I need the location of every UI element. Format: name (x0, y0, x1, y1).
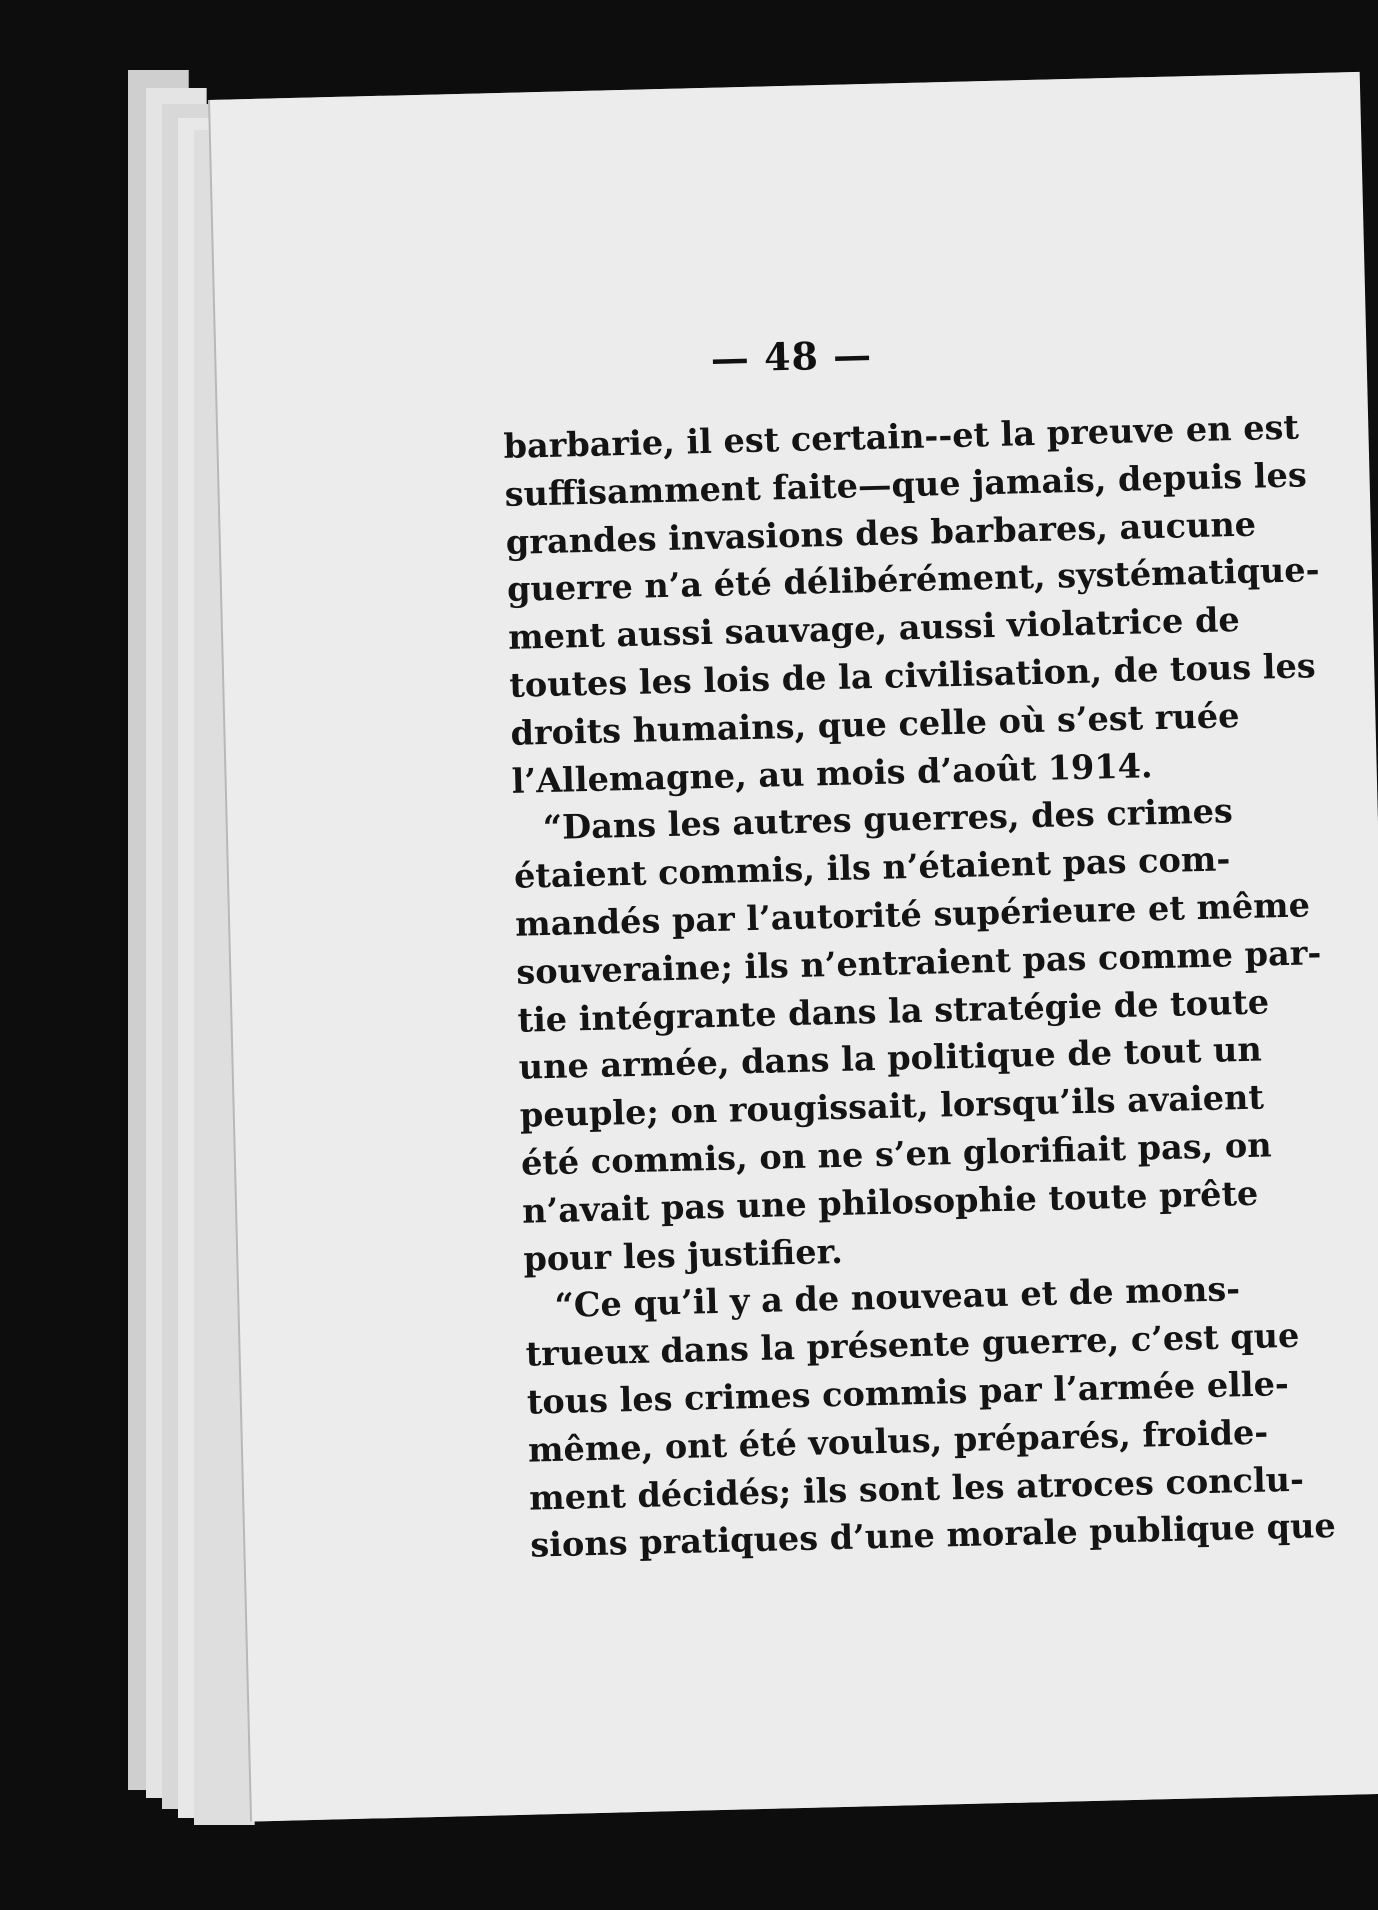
text-line: même, ont été voulus, préparés, froide- (527, 1412, 1269, 1470)
text-line: barbarie, il est certain--et la preuve en est (503, 407, 1300, 466)
text-line: ment décidés; ils sont les atroces conclu- (528, 1459, 1305, 1518)
paragraph-3 (524, 1266, 1337, 1570)
text-line: droits humains, que celle où s’est ruée (510, 695, 1240, 753)
text-line: toutes les lois de la civilisation, de tous les (508, 646, 1317, 705)
text-line: une armée, dans la politique de tout un (518, 1029, 1263, 1088)
text-line: été commis, on ne s’en glorifiait pas, on (520, 1125, 1273, 1183)
text-line: ment aussi sauvage, aussi violatrice de (507, 600, 1241, 658)
text-line: mandés par l’autorité supérieure et même (514, 885, 1311, 944)
text-line: étaient commis, ils n’étaient pas com- (513, 839, 1231, 896)
text-line: grandes invasions des barbares, aucune (505, 504, 1257, 562)
body-text (503, 406, 1337, 1570)
book-page (210, 72, 1378, 1822)
paragraph-1 (503, 406, 1320, 805)
page-number: — 48 — (710, 331, 873, 381)
text-line: suffisamment faite—que jamais, depuis les (504, 455, 1308, 514)
text-line: l’Allemagne, au mois d’août 1914. (511, 745, 1154, 801)
text-line: n’avait pas une philosophie toute prête (521, 1173, 1259, 1231)
text-line: trueux dans la présente guerre, c’est que (525, 1315, 1300, 1374)
text-line: “Ce qu’il y a de nouveau et de mons- (554, 1269, 1241, 1326)
text-line: sions pratiques d’une morale publique que (529, 1506, 1337, 1565)
text-line: tous les crimes commis par l’armée elle- (526, 1363, 1290, 1422)
paragraph-2 (512, 788, 1322, 1283)
text-line: peuple; on rougissait, lorsqu’ils avaient (519, 1077, 1265, 1135)
text-line: “Dans les autres guerres, des crimes (542, 791, 1234, 848)
text-line: guerre n’a été délibérément, systématique- (506, 550, 1320, 610)
text-line: souveraine; ils n’entraient pas comme par- (515, 932, 1322, 992)
text-line: pour les justifier. (522, 1231, 844, 1279)
text-line: tie intégrante dans la stratégie de toute (517, 981, 1270, 1040)
